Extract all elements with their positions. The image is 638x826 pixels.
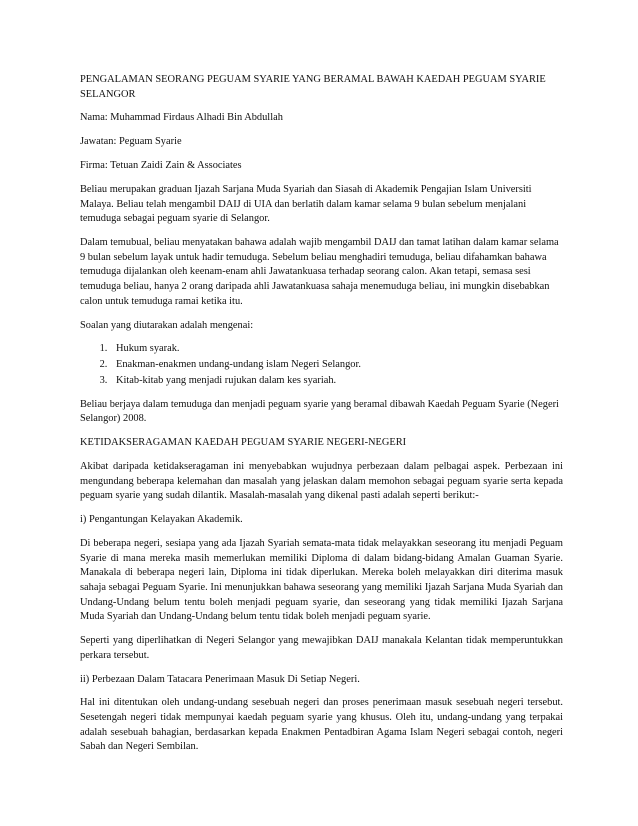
questions-list [80,342,563,388]
firma-line: Firma: Tetuan Zaidi Zain & Associates [80,160,242,172]
document-title: PENGALAMAN SEORANG PEGUAM SYARIE YANG BERAMAL BAWAH KAEDAH PEGUAM SYARIE SELANGOR [80,74,546,100]
list-item: 2. Enakman-enakmen undang-undang islam Negeri Selangor. [110,358,563,373]
subheading-admission: ii) Perbezaan Dalam Tatacara Penerimaan Masuk Di Setiap Negeri. [80,673,360,685]
paragraph-admission: Hal ini ditentukan oleh undang-undang sesebuah negeri dan proses penerimaan masuk sesebuah negeri tersebut. Sesetengah negeri tidak mempunyai kaedah peguam syarie yang khusus. Oleh itu, undang-undang yang terpakai adalah sesebuah bahagian, berdasarkan kepada Enakmen Pentadbiran Agama Islam Negeri sebagai contoh, negeri Sabah dan Negeri Sembilan. [80,697,563,753]
document-page [80,73,563,764]
paragraph-interview: Dalam temubual, beliau menyatakan bahawa adalah wajib mengambil DAIJ dan tamat latihan dalam kamar selama 9 bulan sebelum layak untuk hadir temuduga. Sebelum beliau menghadiri temuduga, beliau difahamkan bahawa temuduga dijalankan oleh keenam-enam ahli Jawatankuasa terhadap seorang calon. Akan tetapi, semasa sesi temuduga beliau, hanya 2 orang daripada ahli Jawatankuasa sahaja menemuduga beliau, ini mungkin disebabkan calon untuk temuduga ramai ketika itu. [80,237,559,307]
subheading-academic: i) Pengantungan Kelayakan Akademik. [80,514,243,526]
list-item: 1. Hukum syarak. [110,342,563,357]
questions-intro: Soalan yang diutarakan adalah mengenai: [80,319,254,331]
paragraph-differences: Akibat daripada ketidakseragaman ini menyebabkan wujudnya perbezaan dalam pelbagai aspek. Perbezaan ini mengundang beberapa kelemahan dan masalah yang jelaskan dalam memohon sebagai peguam syarie serta kepada peguam syarie yang sudah dilantik. Masalah-masalah yang dikenal pasti adalah seperti berikut:- [80,461,563,502]
paragraph-result: Beliau berjaya dalam temuduga dan menjadi peguam syarie yang beramal dibawah Kaedah Peguam Syarie (Negeri Selangor) 2008. [80,398,559,425]
paragraph-background: Beliau merupakan graduan Ijazah Sarjana Muda Syariah dan Siasah di Akademik Pengajian Islam Universiti Malaya. Beliau telah mengambil DAIJ di UIA dan berlatih dalam kamar selama 9 bulan sebelum menjalani temuduga sebagai peguam syarie di Selangor. [80,184,532,225]
jawatan-line: Jawatan: Peguam Syarie [80,136,182,148]
section-heading: KETIDAKSERAGAMAN KAEDAH PEGUAM SYARIE NEGERI-NEGERI [80,437,407,449]
list-item: 3. Kitab-kitab yang menjadi rujukan dalam kes syariah. [110,374,563,389]
paragraph-selangor-example: Seperti yang diperlihatkan di Negeri Selangor yang mewajibkan DAIJ manakala Kelantan tidak memperuntukkan perkara tersebut. [80,635,563,661]
nama-line: Nama: Muhammad Firdaus Alhadi Bin Abdullah [80,112,283,124]
paragraph-academic: Di beberapa negeri, sesiapa yang ada Ijazah Syariah semata-mata tidak melayakkan seseorang itu menjadi Peguam Syarie di mana mereka masih memerlukan memiliki Diploma di dalam bidang-bidang Amalan Guaman Syarie. Manakala di beberapa negeri lain, Diploma ini tidak diperlukan. Mereka boleh melayakkan diri diterima masuk sahaja sebagai Peguam Syarie. Ini menunjukkan bahawa seseorang yang memiliki Ijazah Sarjana Muda Syariah dan Undang-Undang belum tentu boleh menjadi peguam syarie, dan seseorang yang tidak memiliki Ijazah Sarjana Muda Syariah dan Undang-Undang belum tentu tidak boleh menjadi peguam syarie. [80,538,563,623]
